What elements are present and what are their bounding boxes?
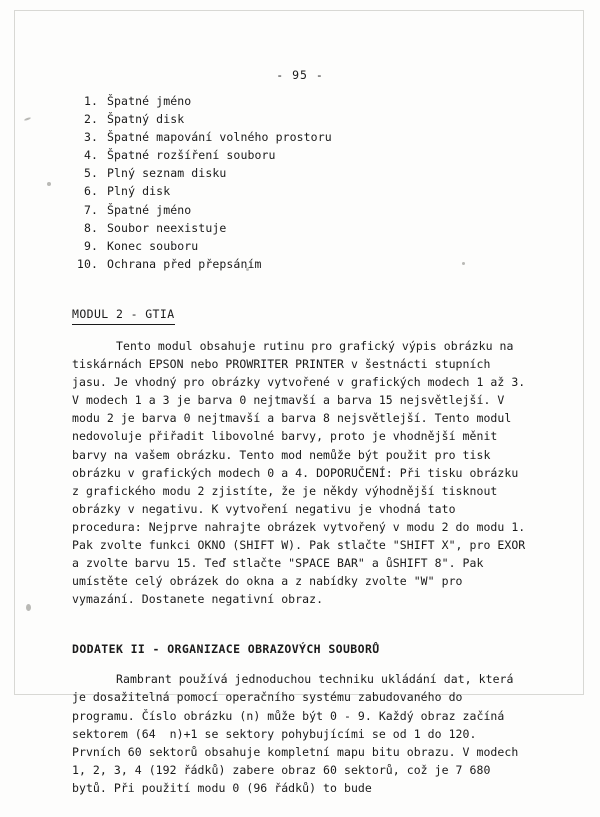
page-number: - 95 -	[276, 68, 324, 82]
list-item	[72, 182, 532, 200]
list-item-number: 8.	[83, 220, 98, 235]
list-item-number: 9.	[83, 238, 98, 253]
list-item-label: Soubor neexistuje	[107, 220, 227, 235]
list-item-number: 10.	[76, 256, 98, 271]
paragraph-text: Tento modul obsahuje rutinu pro grafický výpis obrázku na tiskárnách EPSON nebo PROWRITER PRINTER v šestnácti stupních jasu. Je vhodný pro obrázky vytvořené v grafických modech 1 až 3. V modech 1 a 3 je barva 0 nejtmavší a barva 15 nejsvětlejší. V modu 2 je barva 0 nejtmavší a barva 8 nejsvětlejší. Tento modul nedovoluje přiřadit libovolné barvy, proto je vhodnější měnit barvy na vašem obrázku. Tento mod nemůže být použit pro tisk obrázku v grafických modech 0 a 4. DOPORUČENÍ: Při tisku obrázku z grafického modu 2 zjistíte, že je někdy výhodnější tisknout obrázky v negativu. K vytvoření negativu je vhodná tato procedura: Nejprve nahrajte obrázek vytvořený v modu 2 do modu 1. Pak zvolte funkci OKNO (SHIFT W). Pak stlačte "SHIFT X", pro EXOR a zvolte barvu 15. Teď stlačte "SPACE BAR" a ůSHIFT 8". Pak umístěte celý obrázek do okna a z nabídky zvolte "W" pro vymazání. Dostanete negativní obraz.	[72, 338, 533, 607]
list-item	[72, 219, 532, 237]
list-item	[72, 146, 532, 164]
paragraph-text: Rambrant používá jednoduchou techniku ukládání dat, která je dosažitelná pomocí operačního systému zabudovaného do programu. Číslo obrázku (n) může být 0 - 9. Každý obraz začíná sektorem (64 n)+1 se sektory pohybujícími se od 1 do 120. Prvních 60 sektorů obsahuje kompletní mapu bitu obrazu. V modech 1, 2, 3, 4 (192 řádků) zabere obraz 60 sektorů, což je 7 680 bytů. Při použití modu 0 (96 řádků) to bude	[72, 672, 526, 795]
section-heading-modul-2: MODUL 2 - GTIA	[72, 305, 175, 325]
scan-speck	[47, 182, 51, 186]
list-item-label: Špatné rozšíření souboru	[107, 148, 276, 163]
list-item-number: 7.	[83, 202, 98, 217]
list-item	[72, 92, 532, 110]
list-item	[72, 110, 532, 128]
list-item-number: 4.	[83, 148, 98, 163]
list-item-label: Plný seznam disku	[107, 166, 227, 181]
list-item-number: 3.	[83, 130, 98, 145]
list-item	[72, 128, 532, 146]
list-item-number: 2.	[83, 112, 98, 127]
list-item-label: Konec souboru	[107, 238, 199, 253]
section-dodatek-2	[72, 638, 532, 797]
list-item-number: 1.	[83, 94, 98, 108]
section-paragraph-modul-2	[72, 337, 532, 608]
list-item	[72, 255, 532, 273]
list-item-label: Špatné jméno	[107, 94, 192, 108]
page-content	[72, 92, 532, 797]
section-paragraph-dodatek-2	[72, 670, 532, 797]
list-item-label: Plný disk	[107, 184, 171, 199]
section-modul-2	[72, 303, 532, 608]
list-item	[72, 201, 532, 219]
list-item	[72, 237, 532, 255]
list-item-label: Špatný disk	[107, 112, 185, 127]
list-item-number: 5.	[83, 166, 98, 181]
error-code-list	[72, 92, 532, 273]
scan-speck	[26, 604, 31, 611]
list-item-label: Špatné mapování volného prostoru	[107, 130, 332, 145]
list-item-label: Špatné jméno	[107, 202, 192, 217]
section-heading-dodatek-2: DODATEK II - ORGANIZACE OBRAZOVÝCH SOUBORŮ	[72, 642, 380, 657]
list-item	[72, 164, 532, 182]
list-item-number: 6.	[83, 184, 98, 199]
list-item-label: Ochrana před přepsáním	[107, 256, 262, 271]
scan-speck	[24, 117, 31, 121]
